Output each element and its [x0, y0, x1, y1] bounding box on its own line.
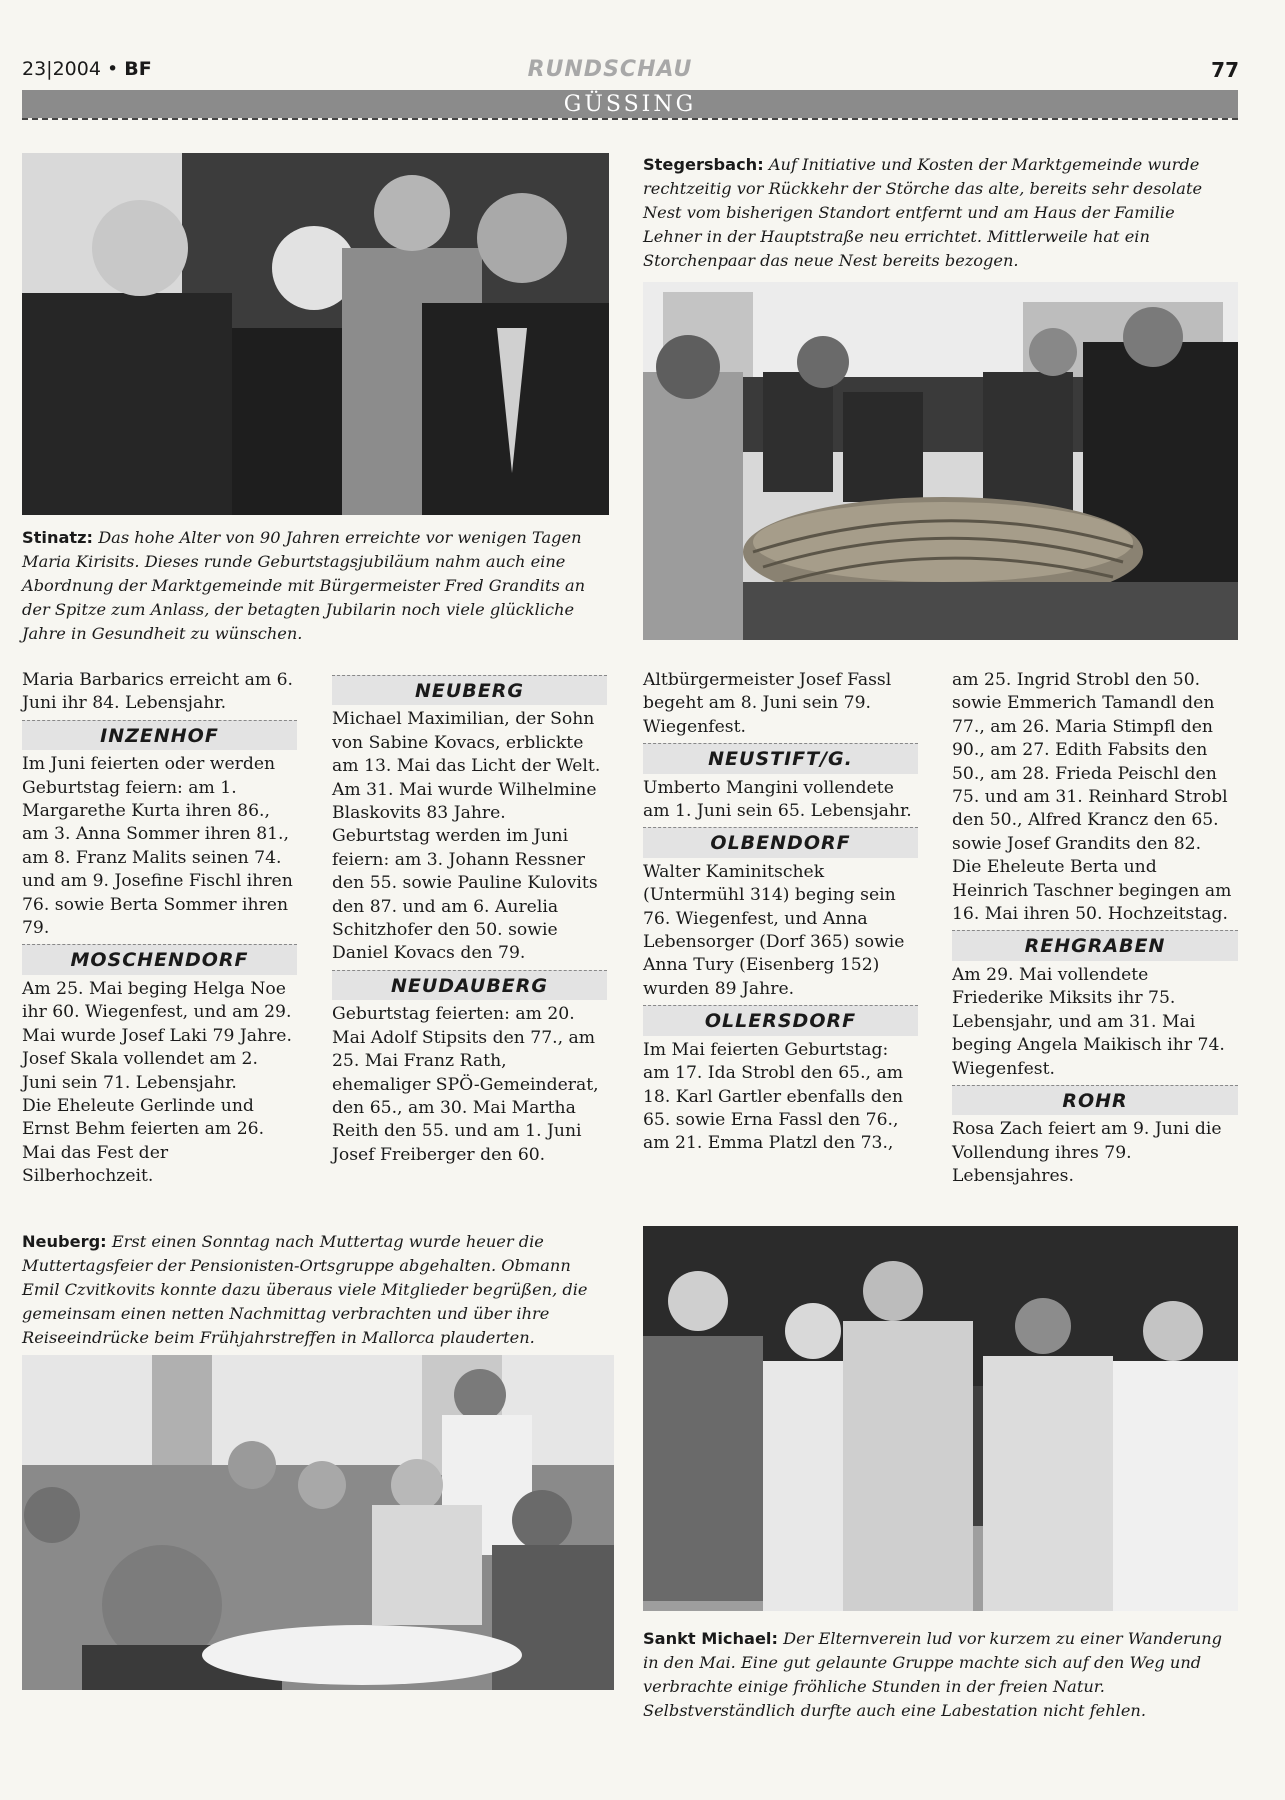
column-2 [332, 675, 607, 1167]
publication-name: BF [124, 58, 152, 80]
caption-neuberg [22, 1230, 612, 1350]
neustift-text: Umberto Mangini vollendete am 1. Juni sein 65. Lebensjahr. [643, 777, 912, 822]
photo-neuberg [22, 1355, 614, 1690]
col3-intro: Altbürgermeister Josef Fassl begeht am 8. Juni sein 79. Wiegenfest. [643, 670, 892, 737]
moschendorf-text-3: Die Eheleute Gerlinde und Ernst Behm feierten am 26. Mai das Fest der Silberhochzeit. [22, 1095, 265, 1187]
neuberg-text-2: Am 31. Mai wurde Wilhelmine Blaskovits 83 Jahre. [332, 779, 597, 824]
section-head-rehgraben: REHGRABEN [952, 930, 1238, 960]
ollersdorf-text: Im Mai feierten Geburtstag: am 17. Ida Strobl den 65., am 18. Karl Gartler ebenfalls den 65. sowie Erna Fassl den 76., am 21. Emma Platzl den 73., [643, 1039, 904, 1154]
caption-text: Auf Initiative und Kosten der Marktgemeinde wurde rechtzeitig vor Rückkehr der Störche das alte, bereits sehr desolate Nest vom bisherigen Standort entfernt und am Haus der Familie Lehner in der Hauptstraße neu errichtet. Mittlerweile hat ein Storchenpaar das neue Nest bereits bezogen. [643, 155, 1203, 270]
banner-rule [22, 118, 1238, 120]
section-head-moschendorf: MOSCHENDORF [22, 944, 297, 974]
section-head-olbendorf: OLBENDORF [643, 827, 918, 857]
neudauberg-text: Geburtstag feierten: am 20. Mai Adolf Stipsits den 77., am 25. Mai Franz Rath, ehemaliger SPÖ-Gemeinderat, den 65., am 30. Mai Martha Reith den 55. und am 1. Juni Josef Freiberger den 60. [332, 1004, 599, 1165]
photo-stinatz [22, 153, 609, 515]
column-1 [22, 669, 297, 1189]
page-number: 77 [1211, 58, 1239, 82]
caption-stegersbach [643, 153, 1238, 273]
section-head-neuberg: NEUBERG [332, 675, 607, 705]
photo-sankt-michael [643, 1226, 1238, 1611]
olbendorf-text: Walter Kaminitschek (Untermühl 314) beging sein 76. Wiegenfest, und Anna Lebensorger (Dorf 365) sowie Anna Tury (Eisenberg 152) wurden 89 Jahre. [643, 861, 905, 999]
issue-number [22, 58, 152, 80]
section-head-rohr: ROHR [952, 1085, 1238, 1115]
caption-text: Der Elternverein lud vor kurzem zu einer Wanderung in den Mai. Eine gut gelaunte Gruppe machte sich auf den Weg und verbrachte einige fröhliche Stunden in der freien Natur. Selbstverständlich durfte auch eine Labestation nicht fehlen. [643, 1629, 1222, 1720]
issue-separator: • [106, 58, 119, 80]
col4-intro-1: am 25. Ingrid Strobl den 50. sowie Emmerich Tamandl den 77., am 26. Maria Stimpfl den 90., am 27. Edith Fabsits den 50., am 28. Frieda Peischl den 75. und am 31. Reinhard Strobl den 50., Alfred Krancz den 65. sowie Josef Grandits den 82. [952, 670, 1228, 854]
section-head-neustift: NEUSTIFT/G. [643, 743, 918, 773]
section-title: RUNDSCHAU [527, 57, 693, 82]
col1-intro: Maria Barbarics erreicht am 6. Juni ihr 84. Lebensjahr. [22, 670, 293, 714]
caption-place: Stegersbach: [643, 155, 764, 174]
caption-text: Erst einen Sonntag nach Muttertag wurde heuer die Muttertagsfeier der Pensionisten-Ortsgruppe abgehalten. Obmann Emil Czvitkovits konnte dazu überaus viele Mitglieder begrüßen, die gemeinsam einen netten Nachmittag verbrachten und über ihre Reiseeindrücke beim Frühjahrstreffen in Mallorca plauderten. [22, 1232, 588, 1347]
rohr-text: Rosa Zach feiert am 9. Juni die Vollendung ihres 79. Lebensjahres. [952, 1119, 1222, 1187]
section-head-inzenhof: INZENHOF [22, 720, 297, 750]
caption-place: Stinatz: [22, 528, 94, 547]
section-head-ollersdorf: OLLERSDORF [643, 1005, 918, 1035]
caption-place: Sankt Michael: [643, 1629, 778, 1648]
caption-sankt-michael [643, 1627, 1238, 1723]
column-3 [643, 669, 918, 1156]
issue-label: 23|2004 [22, 58, 101, 80]
inzenhof-text: Im Juni feierten oder werden Geburtstag feiern: am 1. Margarethe Kurta ihren 86., am 3. Anna Sommer ihren 81., am 8. Franz Malits seinen 74. und am 9. Josefine Fischl ihren 76. sowie Berta Sommer ihren 79. [22, 754, 293, 939]
moschendorf-text-1: Am 25. Mai beging Helga Noe ihr 60. Wiegenfest, und am 29. Mai wurde Josef Laki 79 Jahre. [22, 978, 292, 1046]
column-4 [952, 669, 1238, 1189]
moschendorf-text-2: Josef Skala vollendet am 2. Juni sein 71. Lebensjahr. [22, 1049, 258, 1093]
photo-stegersbach [643, 282, 1238, 640]
caption-place: Neuberg: [22, 1232, 107, 1251]
neuberg-text-3: Geburtstag werden im Juni feiern: am 3. Johann Ressner den 55. sowie Pauline Kulovits den 87. und am 6. Aurelia Schitzhofer den 50. sowie Daniel Kovacs den 79. [332, 826, 598, 964]
neuberg-text-1: Michael Maximilian, der Sohn von Sabine Kovacs, erblickte am 13. Mai das Licht der Welt. [332, 709, 601, 777]
caption-stinatz [22, 526, 609, 646]
section-head-neudauberg: NEUDAUBERG [332, 970, 607, 1000]
rehgraben-text: Am 29. Mai vollendete Friederike Miksits ihr 75. Lebensjahr, und am 31. Mai beging Angela Maikisch ihr 74. Wiegenfest. [952, 964, 1225, 1079]
caption-text: Das hohe Alter von 90 Jahren erreichte vor wenigen Tagen Maria Kirisits. Dieses runde Geburtstagsjubiläum nahm auch eine Abordnung der Marktgemeinde mit Bürgermeister Fred Grandits an der Spitze zum Anlass, der betagten Jubilarin noch viele glückliche Jahre in Gesundheit zu wünschen. [22, 528, 586, 643]
region-banner: GÜSSING [22, 90, 1238, 118]
col4-intro-2: Die Eheleute Berta und Heinrich Taschner begingen am 16. Mai ihren 50. Hochzeitstag. [952, 857, 1232, 925]
